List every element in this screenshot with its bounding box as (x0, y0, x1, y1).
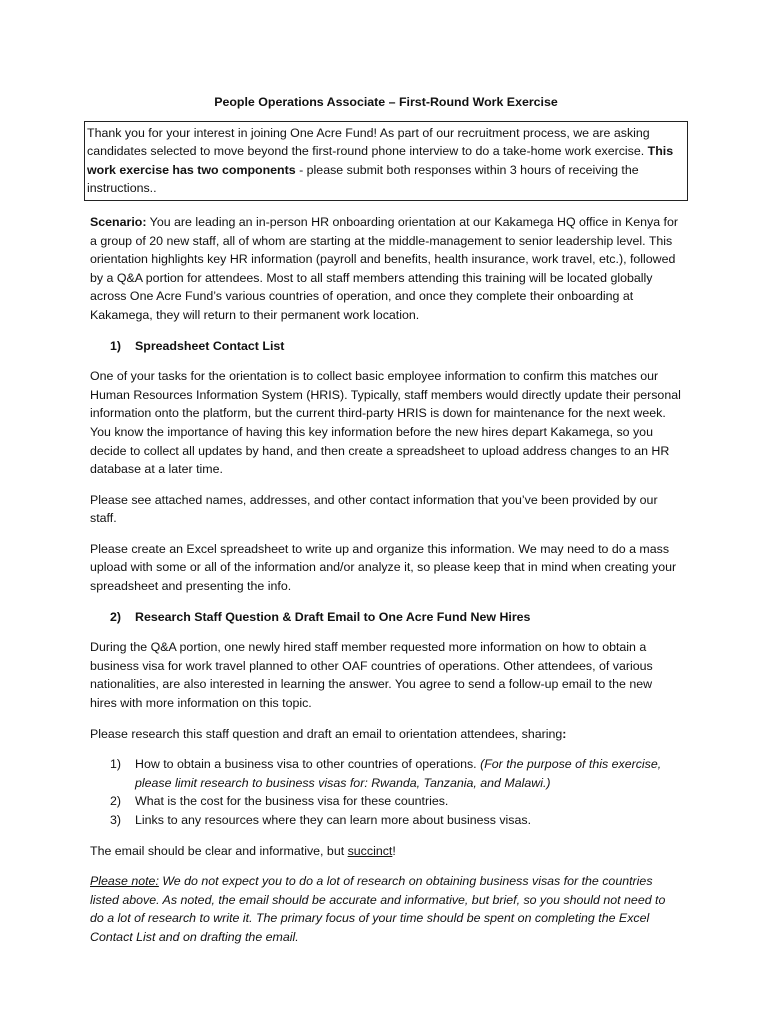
section2-number: 2) (110, 609, 122, 624)
scenario-paragraph (90, 213, 682, 325)
closing-paragraph (90, 842, 682, 861)
list-item-note: (For the purpose of this exercise, please limit research to business visas for: Rwanda, Tanzania, and Malawi.) (135, 757, 662, 790)
list-item-number: 2) (110, 794, 122, 809)
section1-paragraph-2: Please see attached names, addresses, and other contact information that you’ve been provided by our staff. (90, 492, 658, 526)
intro-text-a: Thank you for your interest in joining One Acre Fund! As part of our recruitment process, we are asking candidates selected to move beyond the first-round phone interview to do a take-home work exercise. (87, 125, 650, 159)
section2-paragraph-2-text: Please research this staff question and draft an email to orientation attendees, sharing (90, 726, 563, 741)
list-item (90, 755, 682, 792)
closing-text-a: The email should be clear and informative, but (90, 843, 348, 858)
section1-paragraph-1: One of your tasks for the orientation is to collect basic employee information to confirm this matches our Human Resources Information System (HRIS). Typically, staff members would directly update their personal information onto the platform, but the current third-party HRIS is down for maintenance for the next week. You know the importance of having this key information before the new hires depart Kakamega, so you decide to collect all updates by hand, and then create a spreadsheet to upload address changes to an HR database at a later time. (90, 369, 681, 477)
list-item-text: Links to any resources where they can learn more about business visas. (135, 813, 532, 827)
section2-paragraph-1: During the Q&A portion, one newly hired staff member requested more information on how to obtain a business visa for work travel planned to other OAF countries of operations. Other attendees, of various nationalities, are also interested in learning the answer. You agree to send a follow-up email to the new hires with more information on this topic. (90, 640, 653, 711)
scenario-text: You are leading an in-person HR onboarding orientation at our Kakamega HQ office in Kenya for a group of 20 new staff, all of whom are starting at the middle-management to senior leadership level. This orientation highlights key HR information (payroll and benefits, health insurance, work travel, etc.), followed by a Q&A portion for attendees. Most to all staff members attending this training will be located globally across One Acre Fund’s various countries of operation, and once they complete their onboarding at Kakamega, they will return to their permanent work location. (90, 214, 679, 322)
list-item (90, 792, 682, 811)
question-list (90, 755, 682, 829)
scenario-label: Scenario: (90, 214, 147, 229)
list-item-text: What is the cost for the business visa for these countries. (135, 794, 449, 809)
section1-paragraph-3: Please create an Excel spreadsheet to write up and organize this information. We may need to do a mass upload with some or all of the information and/or analyze it, so please keep that in mind when creating your spreadsheet and presenting the info. (90, 541, 677, 594)
note-label: Please note: (90, 874, 159, 889)
note-paragraph (90, 872, 682, 946)
intro-text-bold: This work exercise has two components (87, 144, 674, 177)
section2-heading (90, 608, 682, 627)
section1-heading-text: Spreadsheet Contact List (135, 338, 285, 353)
closing-underlined: succinct (347, 843, 393, 858)
section1-heading (90, 337, 682, 356)
list-item-main: How to obtain a business visa to other countries of operations. (135, 757, 481, 772)
list-item (90, 811, 682, 830)
intro-paragraph (87, 124, 683, 198)
section1-number: 1) (110, 338, 122, 353)
note-text: We do not expect you to do a lot of research on obtaining business visas for the countries listed above. As noted, the email should be accurate and informative, but brief, so you should not need to do a lot of research to write it. The primary focus of your time should be spent on completing the Excel Contact List and on drafting the email. (90, 874, 666, 944)
closing-text-b: ! (392, 843, 396, 858)
document-title: People Operations Associate – First-Round Work Exercise (214, 95, 558, 109)
section2-heading-text: Research Staff Question & Draft Email to One Acre Fund New Hires (135, 609, 531, 624)
list-item-number: 3) (110, 813, 122, 827)
list-item-text (135, 755, 682, 792)
intro-box (84, 121, 688, 201)
section2-paragraph-2 (90, 725, 682, 744)
section2-paragraph-2-colon: : (562, 726, 567, 741)
list-item-number: 1) (110, 757, 122, 772)
intro-text-c: - please submit both responses within 3 hours of receiving the instructions.. (87, 162, 639, 196)
